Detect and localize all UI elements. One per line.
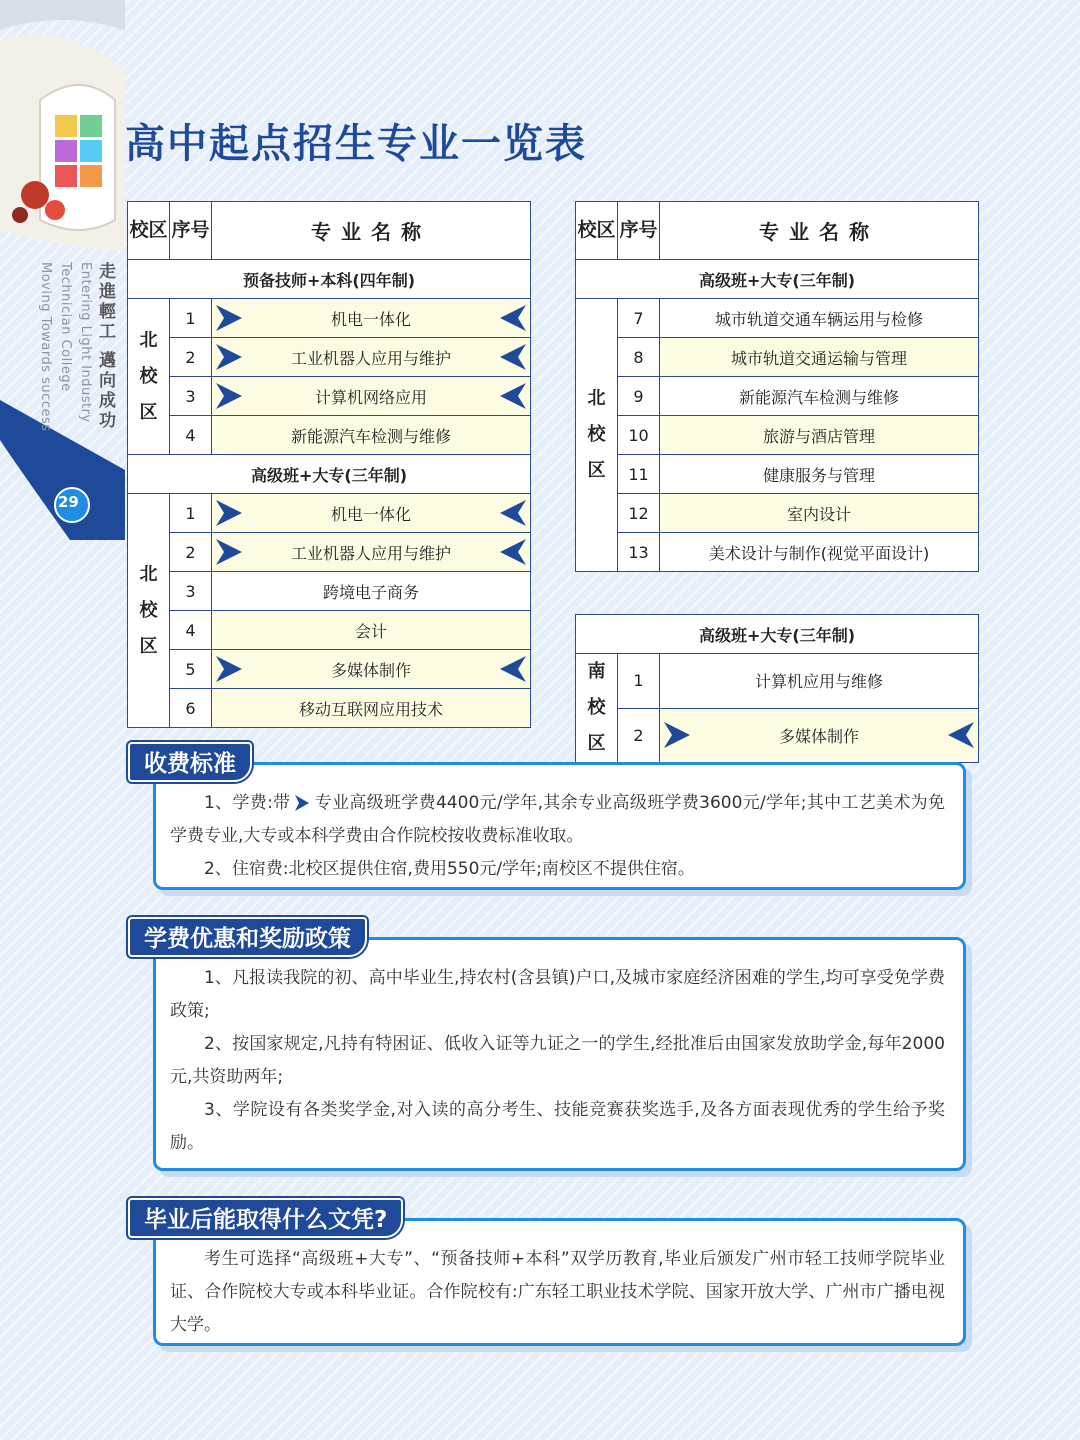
major-row xyxy=(128,650,531,689)
category-row xyxy=(128,260,531,299)
policy-paragraph-3: 3、学院设有各类奖学金,对入读的高分考生、技能竞赛获奖选手,及各方面表现优秀的学生给予奖励。 xyxy=(170,1100,945,1153)
featured-right-arrow-icon xyxy=(498,381,528,411)
major-name: 跨境电子商务 xyxy=(322,582,419,602)
featured-right-arrow-icon xyxy=(498,303,528,333)
header-campus-text: 校区 xyxy=(129,219,168,241)
fees-heading: 收费标准 xyxy=(128,742,252,782)
major-name-cell xyxy=(212,416,531,455)
major-row xyxy=(576,494,979,533)
category-row xyxy=(576,615,979,654)
side-slogan xyxy=(38,262,115,432)
slogan-cn: 走進輕工 邁向成功 xyxy=(95,262,115,431)
page-title: 高中起点招生专业一览表 xyxy=(125,121,587,167)
major-name: 城市轨道交通运输与管理 xyxy=(730,348,907,368)
policy-paragraph-1: 1、凡报读我院的初、高中毕业生,持农村(含县镇)户口,及城市家庭经济困难的学生,均可享受免学费政策; xyxy=(170,968,945,1021)
policy-heading: 学费优惠和奖励政策 xyxy=(128,917,367,957)
major-row xyxy=(576,654,979,709)
featured-right-arrow-icon xyxy=(498,654,528,684)
seq-cell: 7 xyxy=(618,299,660,338)
major-name-cell xyxy=(212,299,531,338)
certificate-paragraph-1: 考生可选择“高级班+大专”、“预备技师+本科”双学历教育,毕业后颁发广州市轻工技师学院毕业证、合作院校大专或本科毕业证。合作院校有:广东轻工职业技术学院、国家开放大学、广州市广播电视大学。 xyxy=(170,1249,945,1335)
header-campus xyxy=(576,202,618,260)
major-name-cell xyxy=(660,494,979,533)
policy-box xyxy=(153,937,966,1171)
major-row xyxy=(128,299,531,338)
category-row xyxy=(128,455,531,494)
campus-label: 北校区 xyxy=(587,388,606,481)
seq-cell: 2 xyxy=(618,708,660,763)
category-label: 预备技师+本科(四年制) xyxy=(128,260,531,299)
major-name-cell xyxy=(660,416,979,455)
left-major-table xyxy=(127,201,531,728)
major-name: 会计 xyxy=(354,621,387,641)
seq-cell: 5 xyxy=(170,650,212,689)
major-row xyxy=(128,377,531,416)
featured-left-arrow-icon xyxy=(214,654,244,684)
major-name-cell xyxy=(660,654,979,709)
right-major-table-south xyxy=(575,614,979,763)
header-name-text: 专业名称 xyxy=(759,220,879,244)
fees-p1-after: 专业高级班学费4400元/学年,其余专业高级班学费3600元/学年;其中工艺美术为免学费专业,大专或本科学费由合作院校按收费标准收取。 xyxy=(170,793,945,846)
major-name: 旅游与酒店管理 xyxy=(762,426,875,446)
major-name-cell xyxy=(212,377,531,416)
certificate-heading: 毕业后能取得什么文凭? xyxy=(128,1198,403,1238)
table-header-row xyxy=(128,202,531,260)
campus-label: 北校区 xyxy=(139,329,158,423)
fees-box xyxy=(153,762,966,890)
major-name-cell xyxy=(212,572,531,611)
major-row xyxy=(576,377,979,416)
major-name: 工业机器人应用与维护 xyxy=(290,348,451,368)
major-row xyxy=(576,455,979,494)
seq-cell: 4 xyxy=(170,416,212,455)
seq-cell: 11 xyxy=(618,455,660,494)
header-seq xyxy=(170,202,212,260)
major-name-cell xyxy=(212,650,531,689)
seq-cell: 13 xyxy=(618,533,660,572)
header-seq-text: 序号 xyxy=(619,219,658,241)
major-row xyxy=(128,572,531,611)
major-row xyxy=(128,533,531,572)
fees-paragraph-1 xyxy=(170,787,945,853)
slogan-en-1: Entering Light Industry xyxy=(78,262,93,423)
featured-right-arrow-icon xyxy=(946,720,976,750)
major-name-cell xyxy=(212,533,531,572)
major-row xyxy=(128,416,531,455)
major-name: 室内设计 xyxy=(786,504,851,524)
major-row xyxy=(128,494,531,533)
header-name-text: 专业名称 xyxy=(311,220,431,244)
major-name: 工业机器人应用与维护 xyxy=(290,543,451,563)
fees-paragraph-2: 2、住宿费:北校区提供住宿,费用550元/学年;南校区不提供住宿。 xyxy=(204,859,695,879)
major-name: 健康服务与管理 xyxy=(762,465,875,485)
campus-cell xyxy=(128,494,170,728)
campus-cell xyxy=(576,654,618,763)
major-name-cell xyxy=(660,299,979,338)
seq-cell: 10 xyxy=(618,416,660,455)
featured-left-arrow-icon xyxy=(214,342,244,372)
header-name xyxy=(212,202,531,260)
major-name-cell xyxy=(212,494,531,533)
header-campus xyxy=(128,202,170,260)
slogan-en-2: Technician College xyxy=(58,262,73,392)
major-row xyxy=(576,708,979,763)
category-label: 高级班+大专(三年制) xyxy=(576,615,979,654)
major-name-cell xyxy=(660,377,979,416)
featured-left-arrow-icon xyxy=(214,498,244,528)
major-name-cell xyxy=(212,338,531,377)
featured-right-arrow-icon xyxy=(498,342,528,372)
major-name: 计算机应用与维修 xyxy=(755,672,884,692)
major-name-cell xyxy=(212,689,531,728)
featured-right-arrow-icon xyxy=(498,498,528,528)
seq-cell: 4 xyxy=(170,611,212,650)
featured-left-arrow-icon xyxy=(214,537,244,567)
page-number: 29 xyxy=(58,493,79,511)
header-seq-text: 序号 xyxy=(171,219,210,241)
major-name: 计算机网络应用 xyxy=(314,387,427,407)
major-name: 新能源汽车检测与维修 xyxy=(738,387,899,407)
table-header-row xyxy=(576,202,979,260)
major-row xyxy=(128,338,531,377)
featured-left-arrow-icon xyxy=(214,303,244,333)
category-row xyxy=(576,260,979,299)
seq-cell: 6 xyxy=(170,689,212,728)
seq-cell: 3 xyxy=(170,377,212,416)
campus-label: 北校区 xyxy=(139,563,158,657)
major-name: 多媒体制作 xyxy=(330,660,411,680)
seq-cell: 1 xyxy=(618,654,660,709)
seq-cell: 1 xyxy=(170,299,212,338)
major-name: 移动互联网应用技术 xyxy=(298,699,443,719)
campus-cell xyxy=(128,299,170,455)
category-label: 高级班+大专(三年制) xyxy=(576,260,979,299)
featured-left-arrow-icon xyxy=(662,720,692,750)
major-name-cell xyxy=(660,455,979,494)
major-name: 城市轨道交通车辆运用与检修 xyxy=(714,309,923,329)
header-campus-text: 校区 xyxy=(577,219,616,241)
major-name: 机电一体化 xyxy=(330,504,411,524)
policy-paragraph-2: 2、按国家规定,凡持有特困证、低收入证等九证之一的学生,经批准后由国家发放助学金,每年2000元,共资助两年; xyxy=(170,1034,945,1087)
right-major-table-north xyxy=(575,201,979,572)
featured-right-arrow-icon xyxy=(498,537,528,567)
featured-left-arrow-icon xyxy=(214,381,244,411)
major-row xyxy=(576,299,979,338)
major-name-cell xyxy=(660,338,979,377)
major-row xyxy=(576,533,979,572)
header-name xyxy=(660,202,979,260)
major-name: 机电一体化 xyxy=(330,309,411,329)
category-label: 高级班+大专(三年制) xyxy=(128,455,531,494)
major-name-cell xyxy=(212,611,531,650)
major-row xyxy=(128,689,531,728)
major-row xyxy=(128,611,531,650)
major-name: 新能源汽车检测与维修 xyxy=(290,426,451,446)
major-name: 美术设计与制作(视觉平面设计) xyxy=(708,543,930,563)
seq-cell: 8 xyxy=(618,338,660,377)
major-row xyxy=(576,338,979,377)
header-seq xyxy=(618,202,660,260)
seq-cell: 9 xyxy=(618,377,660,416)
major-name-cell xyxy=(660,708,979,763)
seq-cell: 2 xyxy=(170,533,212,572)
slogan-en-3: Moving Towards success xyxy=(38,262,53,432)
major-name: 多媒体制作 xyxy=(779,726,860,746)
campus-cell xyxy=(576,299,618,572)
seq-cell: 12 xyxy=(618,494,660,533)
seq-cell: 2 xyxy=(170,338,212,377)
campus-label: 南校区 xyxy=(587,661,606,754)
fees-p1-before: 1、学费:带 xyxy=(204,793,291,813)
major-name-cell xyxy=(660,533,979,572)
seq-cell: 3 xyxy=(170,572,212,611)
major-row xyxy=(576,416,979,455)
featured-arrow-icon xyxy=(294,794,310,812)
seq-cell: 1 xyxy=(170,494,212,533)
